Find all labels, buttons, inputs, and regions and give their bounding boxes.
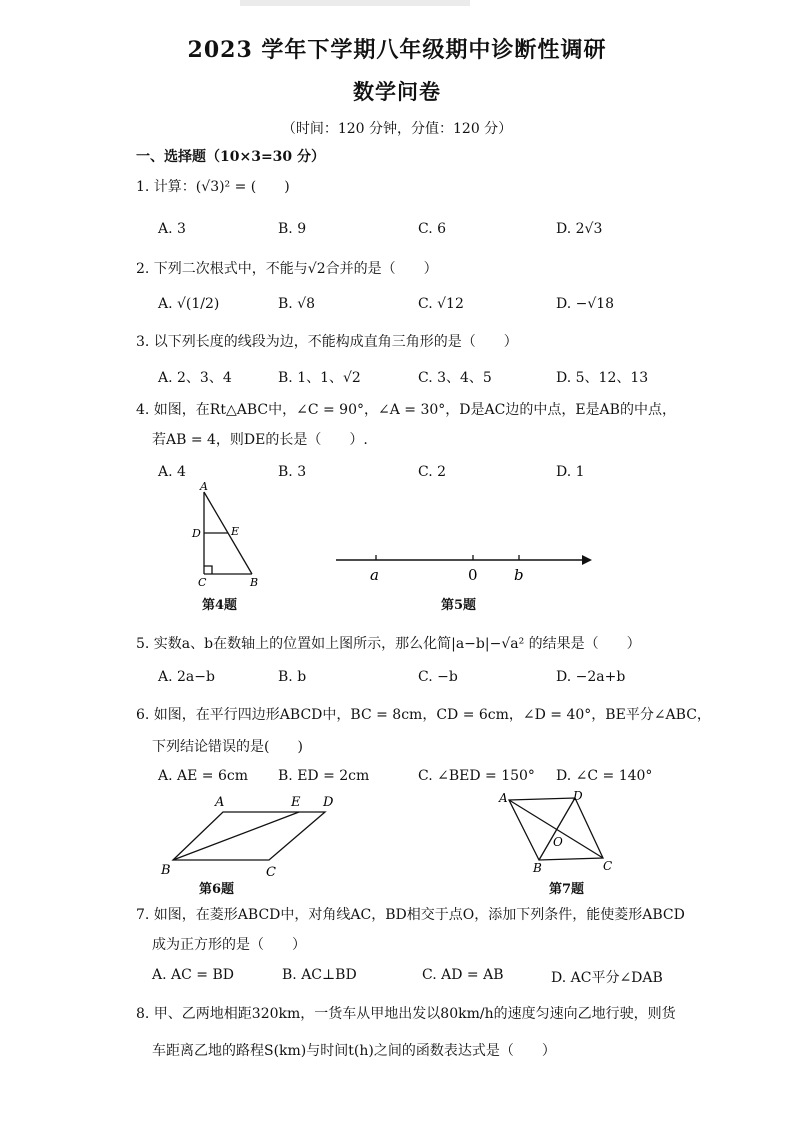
q7-option-c: C. AD = AB	[422, 967, 504, 983]
q8-stem-line2: 车距离乙地的路程S(km)与时间t(h)之间的函数表达式是（ ）	[152, 1043, 556, 1059]
q4-label-c: C	[198, 576, 207, 589]
exam-title: 2023 学年下学期八年级期中诊断性调研	[187, 37, 607, 63]
q7-option-d: D. AC平分∠DAB	[551, 970, 663, 986]
q6-option-a: A. AE = 6cm	[158, 768, 248, 784]
q7-label-c: C	[603, 859, 613, 873]
q4-option-a: A. 4	[158, 464, 186, 480]
q4-triangle-figure	[180, 480, 280, 590]
q6-label-a: A	[215, 795, 225, 810]
q6-segment-be	[173, 812, 299, 860]
q7-label-a: A	[499, 791, 508, 805]
q7-option-a: A. AC = BD	[152, 967, 234, 983]
q6-stem-line2: 下列结论错误的是( )	[152, 739, 303, 755]
exam-subtitle: 数学问卷	[353, 79, 441, 104]
q3-stem: 3. 以下列长度的线段为边，不能构成直角三角形的是（ ）	[136, 334, 518, 350]
q1-stem: 1. 计算：(√3)² = ( )	[136, 179, 290, 195]
q4-stem-line2: 若AB = 4，则DE的长是（ ）.	[152, 432, 368, 448]
q7-option-b: B. AC⊥BD	[282, 967, 357, 983]
q5-option-b: B. b	[278, 669, 307, 685]
q7-stem-line1: 7. 如图，在菱形ABCD中，对角线AC，BD相交于点O，添加下列条件，能使菱形ABCD	[136, 907, 685, 923]
q6-option-c: C. ∠BED = 150°	[418, 768, 535, 784]
label-a: a	[370, 566, 379, 584]
q5-option-a: A. 2a−b	[158, 669, 215, 685]
q4-label-d: D	[192, 527, 201, 540]
q3-option-d: D. 5、12、13	[556, 370, 649, 386]
q7-diagonal-bd	[539, 798, 575, 860]
q7-figure-caption: 第7题	[549, 882, 585, 897]
q2-stem: 2. 下列二次根式中，不能与√2合并的是（ ）	[136, 261, 438, 277]
q5-stem: 5. 实数a、b在数轴上的位置如上图所示，那么化简|a−b|−√a² 的结果是（ ）	[136, 636, 641, 652]
q7-label-o: O	[553, 835, 563, 849]
q5-figure-caption: 第5题	[441, 598, 477, 613]
q6-label-c: C	[266, 865, 276, 880]
q2-option-a: A. √(1/2)	[158, 296, 220, 312]
q1-option-b: B. 9	[278, 221, 307, 237]
q5-option-c: C. −b	[418, 669, 458, 685]
q6-option-d: D. ∠C = 140°	[556, 768, 653, 784]
q4-option-b: B. 3	[278, 464, 307, 480]
q6-stem-line1: 6. 如图，在平行四边形ABCD中，BC = 8cm，CD = 6cm，∠D = 40°，BE平分∠ABC，	[136, 707, 711, 723]
number-line-arrow	[582, 555, 592, 565]
q4-stem-line1: 4. 如图，在Rt△ABC中，∠C = 90°，∠A = 30°，D是AC边的中点，E是AB的中点，	[136, 402, 676, 418]
label-zero: 0	[468, 566, 478, 584]
q6-label-d: D	[323, 795, 334, 810]
cropped-header-remnant	[240, 0, 470, 6]
q6-label-e: E	[291, 795, 301, 810]
q5-number-line-figure	[330, 548, 600, 588]
q1-option-d: D. 2√3	[556, 221, 603, 237]
q4-right-angle-mark	[204, 566, 212, 574]
q6-label-b: B	[161, 863, 171, 878]
q6-parallelogram-figure	[155, 790, 355, 882]
q3-option-c: C. 3、4、5	[418, 370, 492, 386]
q4-figure-caption: 第4题	[202, 598, 238, 613]
section-heading: 一、选择题（10×3=30 分）	[136, 149, 326, 165]
q7-label-b: B	[533, 861, 542, 875]
q2-option-c: C. √12	[418, 296, 464, 312]
q5-option-d: D. −2a+b	[556, 669, 626, 685]
q8-stem-line1: 8. 甲、乙两地相距320km，一货车从甲地出发以80km/h的速度匀速向乙地行驶，则货	[136, 1006, 676, 1022]
exam-meta: （时间：120 分钟，分值：120 分）	[281, 121, 513, 137]
q7-rhombus-figure	[493, 788, 623, 880]
q1-option-a: A. 3	[158, 221, 186, 237]
q6-option-b: B. ED = 2cm	[278, 768, 370, 784]
q7-label-d: D	[573, 789, 583, 803]
q1-option-c: C. 6	[418, 221, 447, 237]
q4-label-e: E	[231, 525, 240, 538]
q7-stem-line2: 成为正方形的是（ ）	[152, 937, 306, 953]
q4-label-b: B	[250, 576, 259, 589]
label-b: b	[514, 566, 524, 584]
q2-option-d: D. −√18	[556, 296, 615, 312]
q6-figure-caption: 第6题	[199, 882, 235, 897]
q6-parallelogram-abcd	[173, 812, 325, 860]
q3-option-a: A. 2、3、4	[158, 370, 232, 386]
q3-option-b: B. 1、1、√2	[278, 370, 361, 386]
q4-option-c: C. 2	[418, 464, 447, 480]
q4-label-a: A	[200, 480, 208, 493]
q4-option-d: D. 1	[556, 464, 585, 480]
q2-option-b: B. √8	[278, 296, 316, 312]
